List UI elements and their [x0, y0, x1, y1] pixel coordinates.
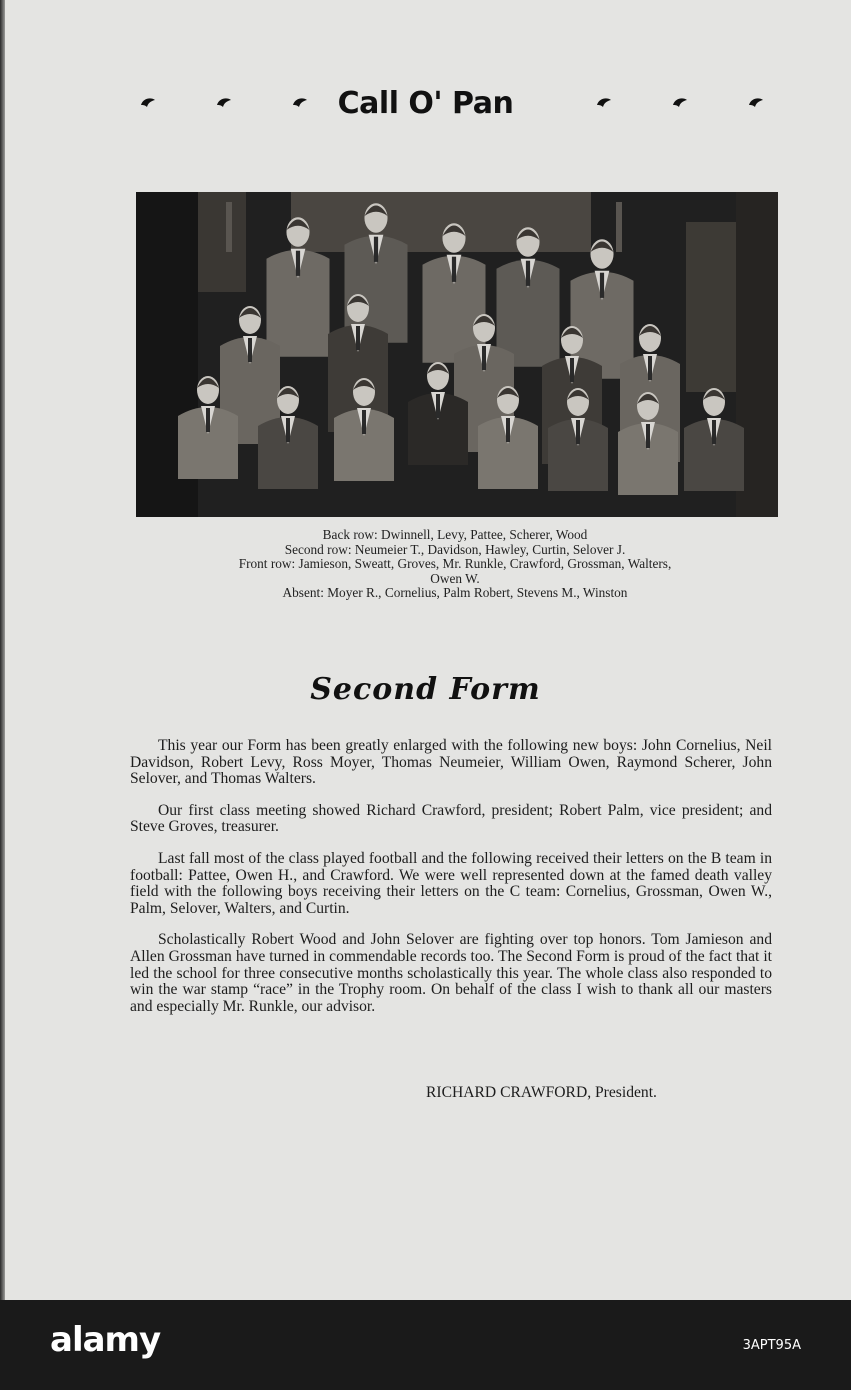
signature: RICHARD CRAWFORD, President.: [426, 1084, 657, 1101]
leaf-ornament-icon: [596, 96, 612, 108]
section-title: Second Form: [310, 672, 541, 707]
caption-back-row: Back row: Dwinnell, Levy, Pattee, Scherer, Wood: [322, 527, 588, 542]
class-group-photo: [136, 192, 778, 517]
caption-second-row: Second row: Neumeier T., Davidson, Hawley, Curtin, Selover J.: [284, 541, 626, 557]
paragraph: Scholastically Robert Wood and John Selover are fighting over top honors. Tom Jamieson and Allen Grossman have turned in commendable records too. The Second Form is proud of the fact that it led the school for three consecutive months scholastically this year. The whole class also responded to win the war stamp “race” in the Trophy room. On behalf of the class I wish to thank all our masters and especially Mr. Runkle, our advisor.: [130, 931, 772, 1015]
article-body: [130, 738, 772, 1030]
leaf-ornament-icon: [672, 96, 688, 108]
paragraph: Our first class meeting showed Richard Crawford, president; Robert Palm, vice president; and Steve Groves, treasurer.: [130, 801, 772, 836]
image-id: 3APT95A: [742, 1338, 801, 1353]
photo-caption: [150, 528, 760, 601]
caption-front-row: Front row: Jamieson, Sweatt, Groves, Mr. Runkle, Crawford, Grossman, Walters,: [238, 556, 672, 571]
page-edge: [0, 0, 5, 1300]
page-header: [0, 86, 851, 126]
caption-front-row-cont: Owen W.: [430, 570, 480, 586]
class-photo-image: [136, 192, 778, 517]
alamy-logo: alamy: [50, 1320, 161, 1360]
page-title: Call O' Pan: [337, 86, 514, 121]
stock-banner: [0, 1300, 851, 1390]
leaf-ornament-icon: [748, 96, 764, 108]
paragraph: This year our Form has been greatly enlarged with the following new boys: John Cornelius, Neil Davidson, Robert Levy, Ross Moyer, Thomas Neumeier, William Owen, Raymond Scherer, John Selover, and Thomas Walters.: [130, 737, 772, 788]
caption-absent: Absent: Moyer R., Cornelius, Palm Robert, Stevens M., Winston: [282, 585, 628, 600]
paragraph: Last fall most of the class played football and the following received their letters on the B team in football: Pattee, Owen H., and Crawford. We were well represented down at the famed death valley field with the following boys receiving their letters on the C team: Cornelius, Grossman, Owen W., Palm, Selover, Walters, and Curtin.: [130, 849, 772, 917]
